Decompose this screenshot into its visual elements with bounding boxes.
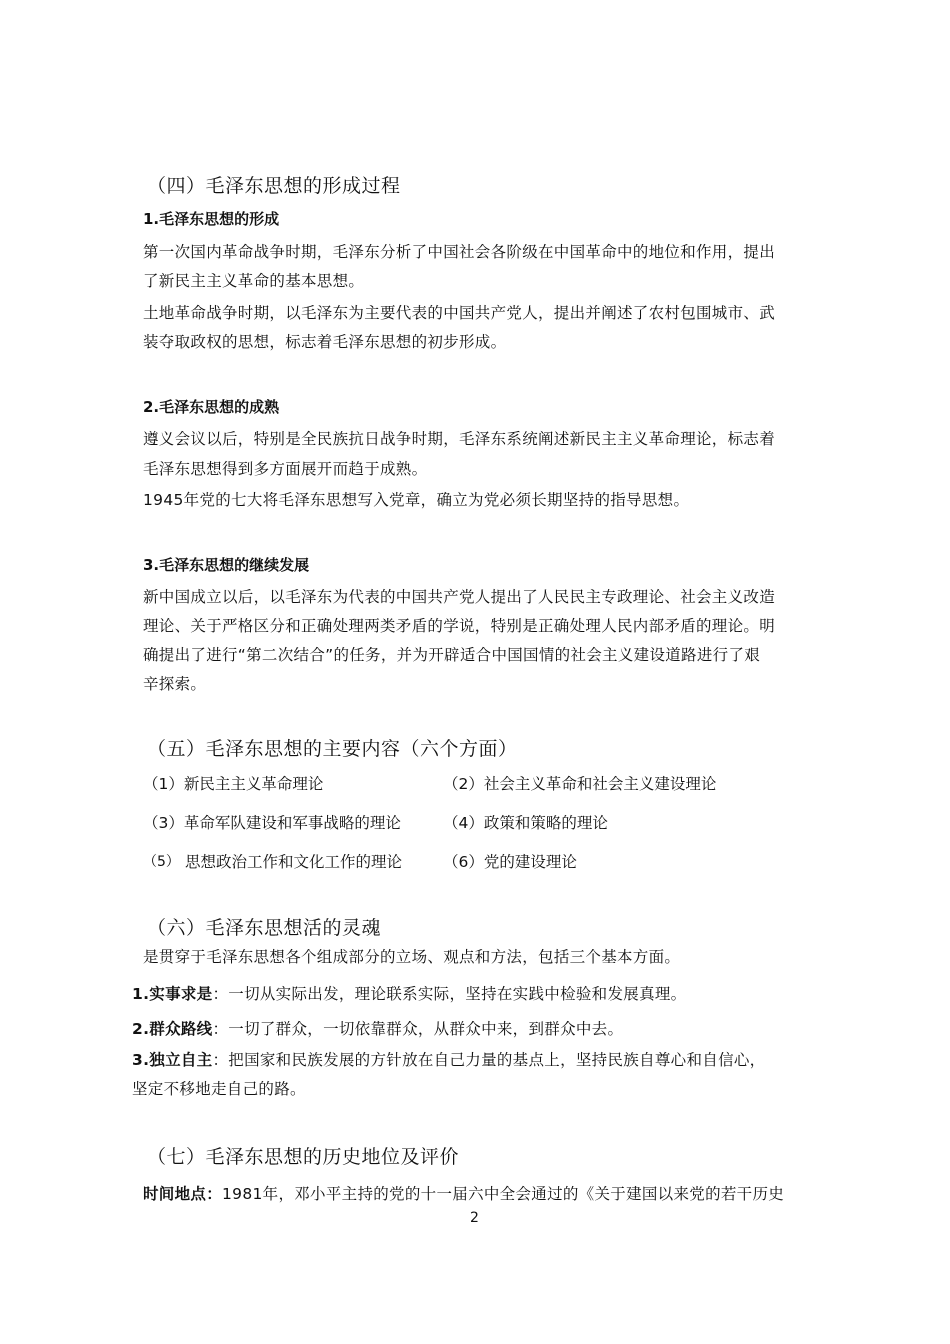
paragraph-line: 遵义会议以后，特别是全民族抗日战争时期，毛泽东系统阐述新民主主义革命理论，标志着 xyxy=(143,430,776,448)
content-item-5-number: （5） xyxy=(143,854,180,870)
paragraph-line: 土地革命战争时期，以毛泽东为主要代表的中国共产党人，提出并阐述了农村包围城市、武 xyxy=(143,304,776,322)
subsection-3-heading: 3.毛泽东思想的继续发展 xyxy=(143,556,310,574)
principle-3 xyxy=(132,1048,766,1070)
subsection-2-heading: 2.毛泽东思想的成熟 xyxy=(143,398,280,416)
time-place-text: 1981年，邓小平主持的党的十一届六中全会通过的《关于建国以来党的若干历史 xyxy=(222,1185,785,1203)
paragraph-line: 理论、关于严格区分和正确处理两类矛盾的学说，特别是正确处理人民内部矛盾的理论。明 xyxy=(143,617,776,635)
paragraph-line: 坚定不移地走自己的路。 xyxy=(132,1080,306,1098)
content-item-1: （1）新民主主义革命理论 xyxy=(143,775,324,793)
principle-2-text: ：一切了群众，一切依靠群众，从群众中来，到群众中去。 xyxy=(212,1020,624,1038)
paragraph-line: 毛泽东思想得到多方面展开而趋于成熟。 xyxy=(143,460,428,478)
paragraph-line: 了新民主主义革命的基本思想。 xyxy=(143,272,365,290)
principle-1-label: 1.实事求是 xyxy=(132,985,213,1003)
content-item-5: 思想政治工作和文化工作的理论 xyxy=(185,853,403,871)
section-5-heading: （五）毛泽东思想的主要内容（六个方面） xyxy=(147,738,518,760)
time-place-label: 时间地点： xyxy=(143,1185,223,1203)
paragraph-line: 装夺取政权的思想，标志着毛泽东思想的初步形成。 xyxy=(143,333,507,351)
content-item-6: （6）党的建设理论 xyxy=(443,853,577,871)
section-7-line xyxy=(143,1182,784,1204)
paragraph-line: 第一次国内革命战争时期，毛泽东分析了中国社会各阶级在中国革命中的地位和作用，提出 xyxy=(143,243,776,261)
paragraph-line: 辛探索。 xyxy=(143,675,207,693)
section-6-intro: 是贯穿于毛泽东思想各个组成部分的立场、观点和方法，包括三个基本方面。 xyxy=(143,948,681,966)
paragraph-line: 新中国成立以后，以毛泽东为代表的中国共产党人提出了人民民主专政理论、社会主义改造 xyxy=(143,588,776,606)
principle-1-text: ：一切从实际出发，理论联系实际，坚持在实践中检验和发展真理。 xyxy=(212,985,687,1003)
section-4-heading: （四）毛泽东思想的形成过程 xyxy=(147,175,401,197)
principle-3-label: 3.独立自主 xyxy=(132,1051,213,1069)
subsection-1-heading: 1.毛泽东思想的形成 xyxy=(143,210,280,228)
page-number: 2 xyxy=(470,1210,479,1226)
section-7-heading: （七）毛泽东思想的历史地位及评价 xyxy=(147,1146,460,1168)
content-item-2: （2）社会主义革命和社会主义建设理论 xyxy=(443,775,717,793)
principle-2-label: 2.群众路线 xyxy=(132,1020,213,1038)
paragraph-line: 1945年党的七大将毛泽东思想写入党章，确立为党必须长期坚持的指导思想。 xyxy=(143,491,690,509)
principle-2 xyxy=(132,1017,623,1039)
content-item-3: （3）革命军队建设和军事战略的理论 xyxy=(143,814,401,832)
section-6-heading: （六）毛泽东思想活的灵魂 xyxy=(147,917,382,939)
paragraph-line: 确提出了进行“第二次结合”的任务，并为开辟适合中国国情的社会主义建设道路进行了艰 xyxy=(143,646,761,664)
principle-3-text: ：把国家和民族发展的方针放在自己力量的基点上，坚持民族自尊心和自信心， xyxy=(212,1051,766,1069)
content-item-4: （4）政策和策略的理论 xyxy=(443,814,608,832)
principle-1 xyxy=(132,982,687,1004)
